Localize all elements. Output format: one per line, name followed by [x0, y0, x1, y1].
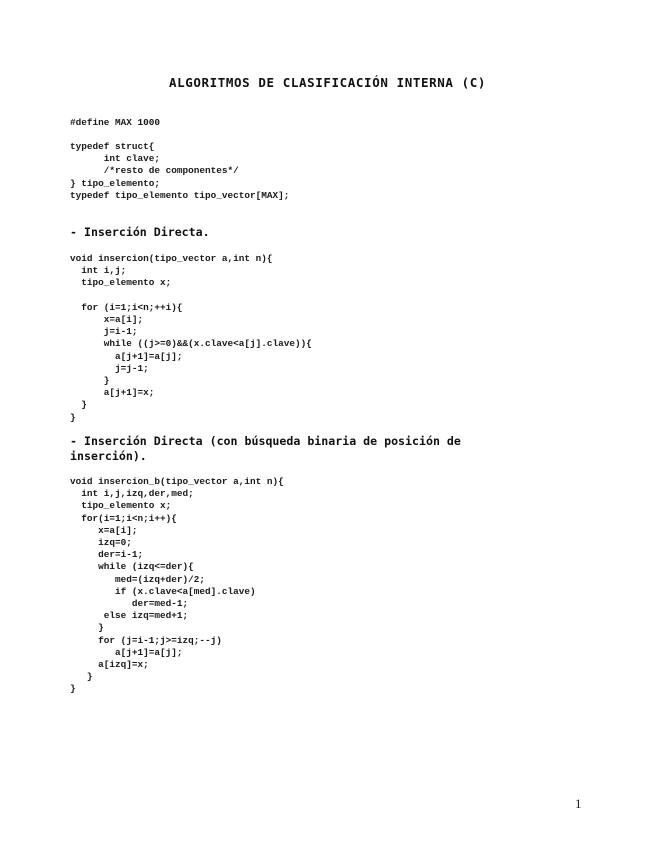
typedef-code-block: typedef struct{ int clave; /*resto de componentes*/ } tipo_elemento; typedef tipo_elemento tipo_vector[MAX];: [70, 141, 290, 201]
page-title: ALGORITMOS DE CLASIFICACIÓN INTERNA (C): [169, 75, 486, 90]
define-code-block: #define MAX 1000: [70, 117, 161, 128]
insercion-code-block: void insercion(tipo_vector a,int n){ int i,j; tipo_elemento x; for (i=1;i<n;++i){ x=a[i]; j=i-1; while ((j>=0)&&(x.clave<a[j].clave)){ a[j+1]=a[j]; j=j-1; } a[j+1]=x; } }: [70, 253, 312, 423]
page-number: 1: [575, 796, 582, 811]
insercion-binaria-code-block: void insercion_b(tipo_vector a,int n){ int i,j,izq,der,med; tipo_elemento x; for(i=1;i<n;i++){ x=a[i]; izq=0; der=i-1; while (izq<=der){ med=(izq+der)/2; if (x.clave<a[med].clave) der=med-1; else izq=med+1; } for (j=i-1;j>=izq;--j) a[j+1]=a[j]; a[izq]=x; } }: [70, 476, 284, 695]
section-heading-insercion-binaria: - Inserción Directa (con búsqueda binaria de posición de inserción).: [70, 434, 461, 463]
section-heading-insercion-directa: - Inserción Directa.: [70, 225, 210, 239]
